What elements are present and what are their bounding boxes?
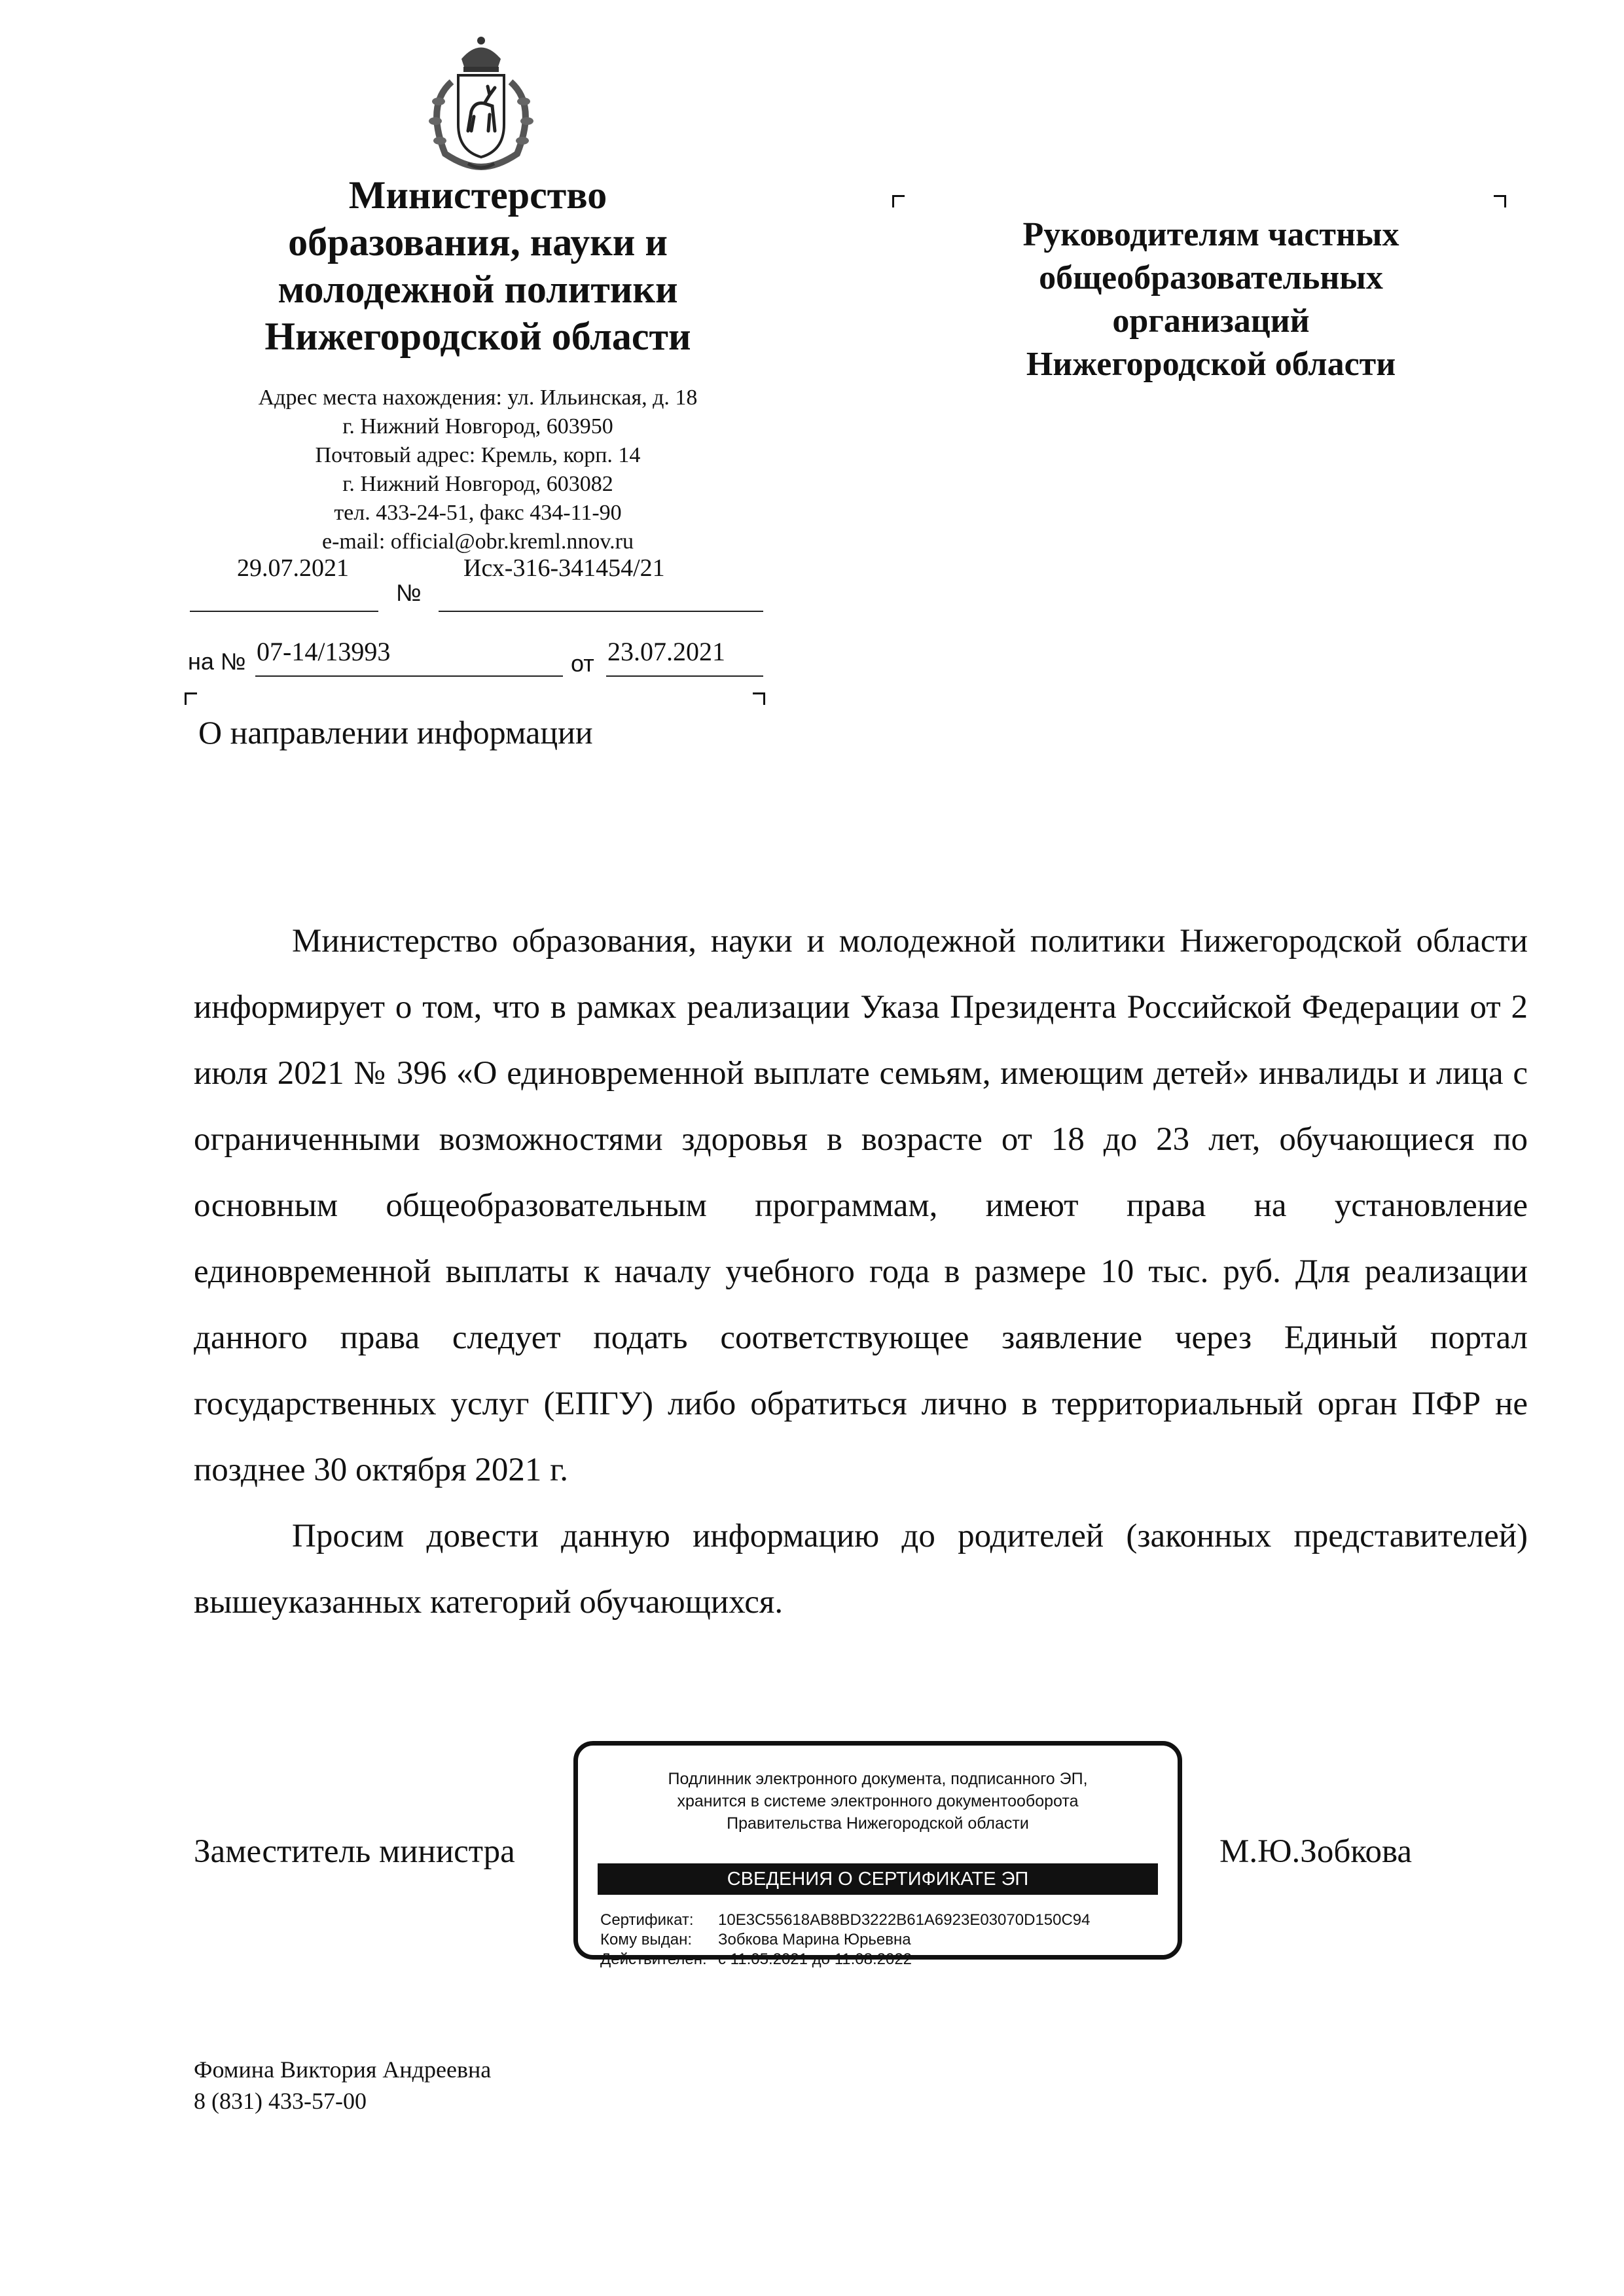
stamp-issued-row <box>600 1930 1090 1950</box>
addressee-line: общеобразовательных <box>1039 259 1383 296</box>
subject-corner-mark <box>753 692 765 705</box>
stamp-issued-label: Кому выдан: <box>600 1931 693 1948</box>
addressee <box>929 213 1492 386</box>
stamp-details <box>600 1910 1090 1969</box>
stamp-header-line: хранится в системе электронного документооборота <box>677 1792 1079 1810</box>
ministry-name <box>190 171 766 360</box>
executor-phone: 8 (831) 433-57-00 <box>194 2088 367 2114</box>
stamp-certificate-value: 10E3C55618AB8BD3222B61A6923E03070D150C94 <box>718 1911 1091 1929</box>
stamp-certificate-label: Сертификат: <box>600 1911 694 1929</box>
ministry-name-line: Министерство <box>348 173 607 217</box>
contact-line: г. Нижний Новгород, 603082 <box>342 472 613 496</box>
letter-body <box>194 908 1528 1636</box>
stamp-valid-value: с 11.05.2021 до 11.08.2022 <box>718 1950 912 1968</box>
registration-date: 29.07.2021 <box>237 554 349 582</box>
addressee-corner-mark <box>1494 195 1506 207</box>
response-prefix: на № <box>188 648 246 675</box>
stamp-certificate-row <box>600 1910 1090 1930</box>
contact-line: тел. 433-24-51, факс 434-11-90 <box>334 501 622 525</box>
ministry-contacts <box>190 384 766 556</box>
executor-name: Фомина Виктория Андреевна <box>194 2056 492 2083</box>
response-number-line <box>255 675 563 677</box>
ministry-name-line: Нижегородской области <box>264 315 691 358</box>
stamp-issued-value: Зобкова Марина Юрьевна <box>718 1931 911 1948</box>
stamp-header-line: Подлинник электронного документа, подписанного ЭП, <box>668 1770 1088 1788</box>
contact-line: г. Нижний Новгород, 603950 <box>342 414 613 439</box>
response-from: от <box>571 650 594 677</box>
stamp-header <box>578 1768 1178 1835</box>
body-paragraph: Просим довести данную информацию до родителей (законных представителей) вышеуказанных категорий обучающихся. <box>194 1518 1528 1621</box>
contact-line: Почтовый адрес: Кремль, корп. 14 <box>315 443 641 467</box>
ministry-name-line: образования, науки и <box>288 221 668 264</box>
stamp-header-line: Правительства Нижегородской области <box>727 1814 1029 1833</box>
ministry-name-line: молодежной политики <box>278 268 678 311</box>
stamp-title: СВЕДЕНИЯ О СЕРТИФИКАТЕ ЭП <box>598 1863 1158 1895</box>
subject-corner-mark <box>185 692 197 705</box>
executor-info <box>194 2054 491 2117</box>
addressee-line: Нижегородской области <box>1026 346 1396 383</box>
stamp-valid-label: Действителен: <box>600 1950 707 1968</box>
addressee-corner-mark <box>892 195 905 207</box>
document-subject: О направлении информации <box>198 714 593 751</box>
registration-number-line <box>439 611 763 612</box>
signatory-name: М.Ю.Зобкова <box>1219 1833 1412 1870</box>
signatory-position: Заместитель министра <box>194 1833 515 1870</box>
number-sign: № <box>396 579 422 606</box>
contact-line: Адрес места нахождения: ул. Ильинская, д. 18 <box>258 386 698 410</box>
stamp-valid-row <box>600 1950 1090 1969</box>
addressee-line: организаций <box>1112 302 1310 340</box>
body-paragraph: Министерство образования, науки и молодежной политики Нижегородской области информирует о том, что в рамках реализации Указа Президента Российской Федерации от 2 июля 2021 № 396 «О единовременной выплате семьям, имеющим детей» инвалиды и лица с ограниченными возможностями здоровья в возрасте от 18 до 23 лет, обучающиеся по основным общеобразовательным программам, имеют права на установление единовременной выплаты к началу учебного года в размере 10 тыс. руб. Для реализации данного права следует подать соответствующее заявление через Единый портал государственных услуг (ЕПГУ) либо обратиться лично в территориальный орган ПФР не позднее 30 октября 2021 г. <box>194 923 1528 1488</box>
contact-line: e-mail: official@obr.kreml.nnov.ru <box>321 529 634 554</box>
addressee-line: Руководителям частных <box>1022 216 1399 253</box>
coat-of-arms-icon <box>406 33 556 177</box>
registration-date-line <box>190 611 378 612</box>
response-date-line <box>606 675 763 677</box>
response-number: 07-14/13993 <box>257 637 391 666</box>
response-date: 23.07.2021 <box>607 637 725 666</box>
electronic-signature-stamp <box>573 1741 1182 1968</box>
registration-number: Исх-316-341454/21 <box>463 554 665 582</box>
